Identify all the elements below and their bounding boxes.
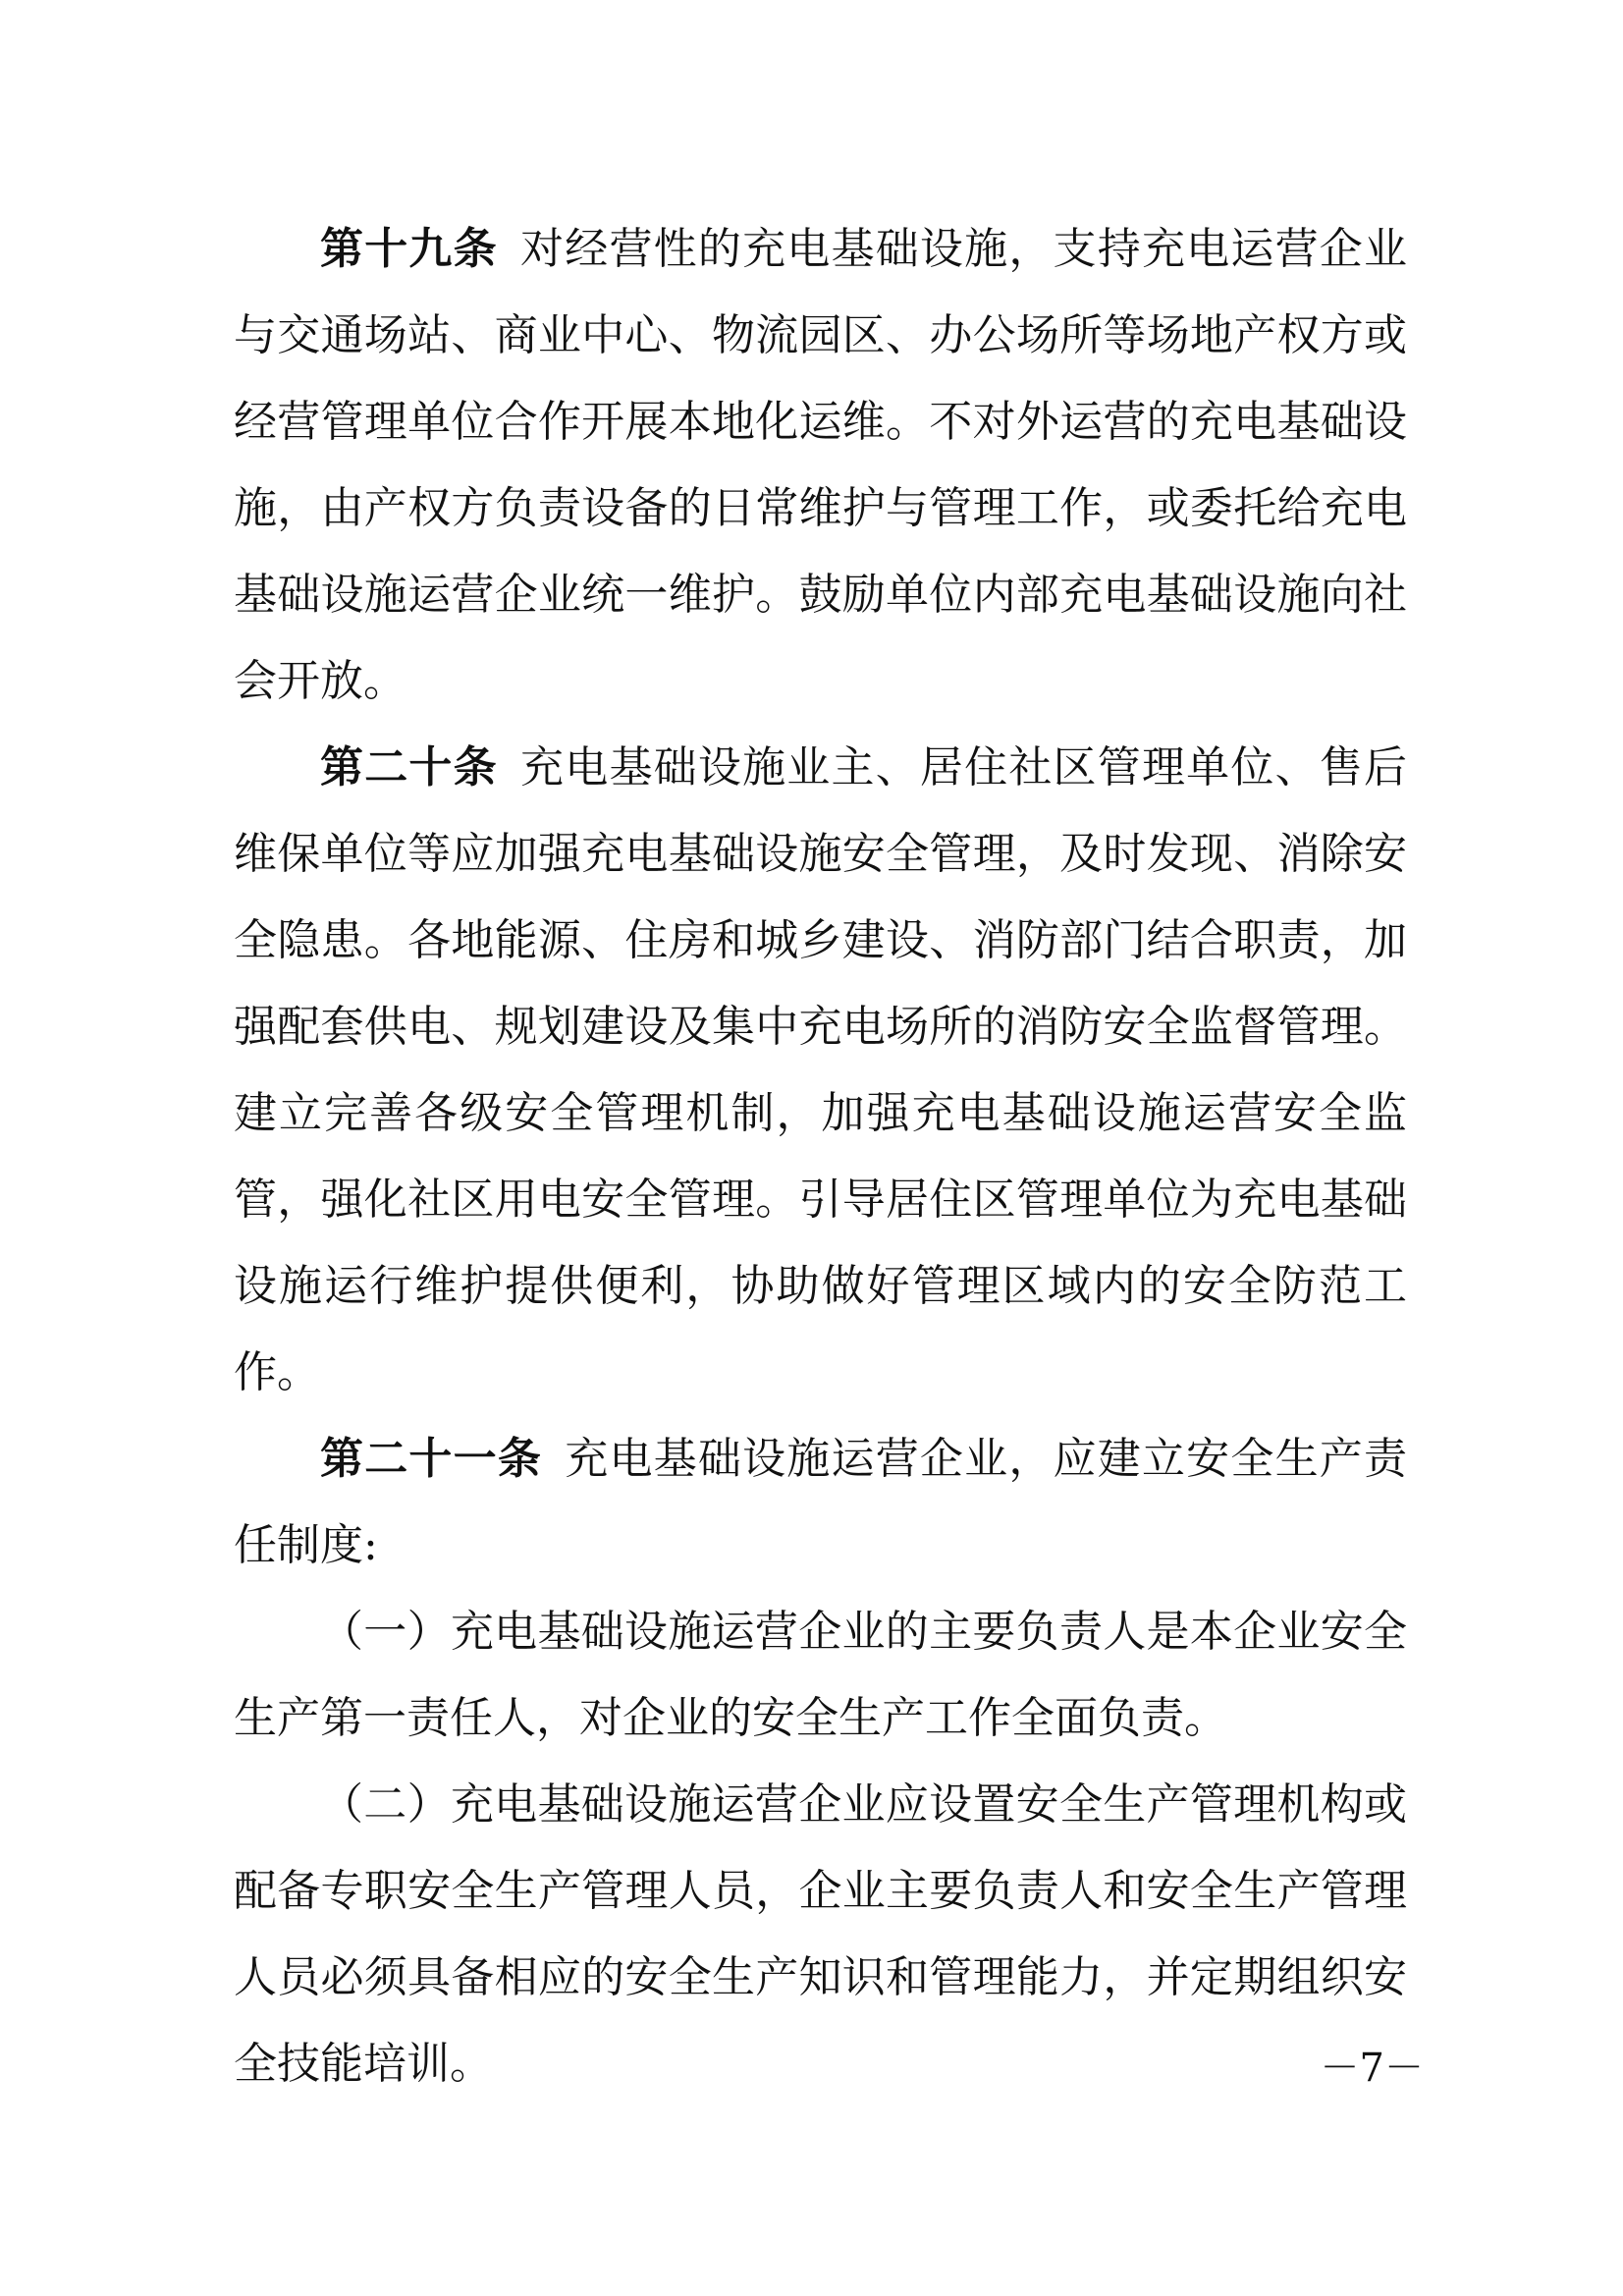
article-20 bbox=[234, 725, 1407, 1416]
document-page bbox=[234, 206, 1407, 2107]
article-20-heading: 第二十条 bbox=[320, 742, 498, 793]
article-19 bbox=[234, 206, 1407, 725]
article-19-heading: 第十九条 bbox=[320, 224, 498, 274]
article-21-item-1: （一）充电基础设施运营企业的主要负责人是本企业安全生产第一责任人，对企业的安全生产工作全面负责。 bbox=[234, 1607, 1407, 1743]
article-20-text: 充电基础设施业主、居住社区管理单位、售后维保单位等应加强充电基础设施安全管理，及时发现、消除安全隐患。各地能源、住房和城乡建设、消防部门结合职责，加强配套供电、规划建设及集中充电场所的消防安全监督管理。建立完善各级安全管理机制，加强充电基础设施运营安全监管，强化社区用电安全管理。引导居住区管理单位为充电基础设施运行维护提供便利，协助做好管理区域内的安全防范工作。 bbox=[234, 742, 1408, 1397]
article-21-item-2: （二）充电基础设施运营企业应设置安全生产管理机构或配备专职安全生产管理人员，企业主要负责人和安全生产管理人员必须具备相应的安全生产知识和管理能力，并定期组织安全技能培训。 bbox=[234, 1779, 1407, 2089]
article-21-heading: 第二十一条 bbox=[320, 1434, 543, 1484]
article-21 bbox=[234, 1416, 1407, 1589]
article-21-text: 充电基础设施运营企业，应建立安全生产责任制度: bbox=[234, 1434, 1408, 1570]
article-19-text: 对经营性的充电基础设施，支持充电运营企业与交通场站、商业中心、物流园区、办公场所等场地产权方或经营管理单位合作开展本地化运维。不对外运营的充电基础设施，由产权方负责设备的日常维护与管理工作，或委托给充电基础设施运营企业统一维护。鼓励单位内部充电基础设施向社会开放。 bbox=[234, 224, 1408, 706]
page-number: －7－ bbox=[1320, 2046, 1424, 2091]
